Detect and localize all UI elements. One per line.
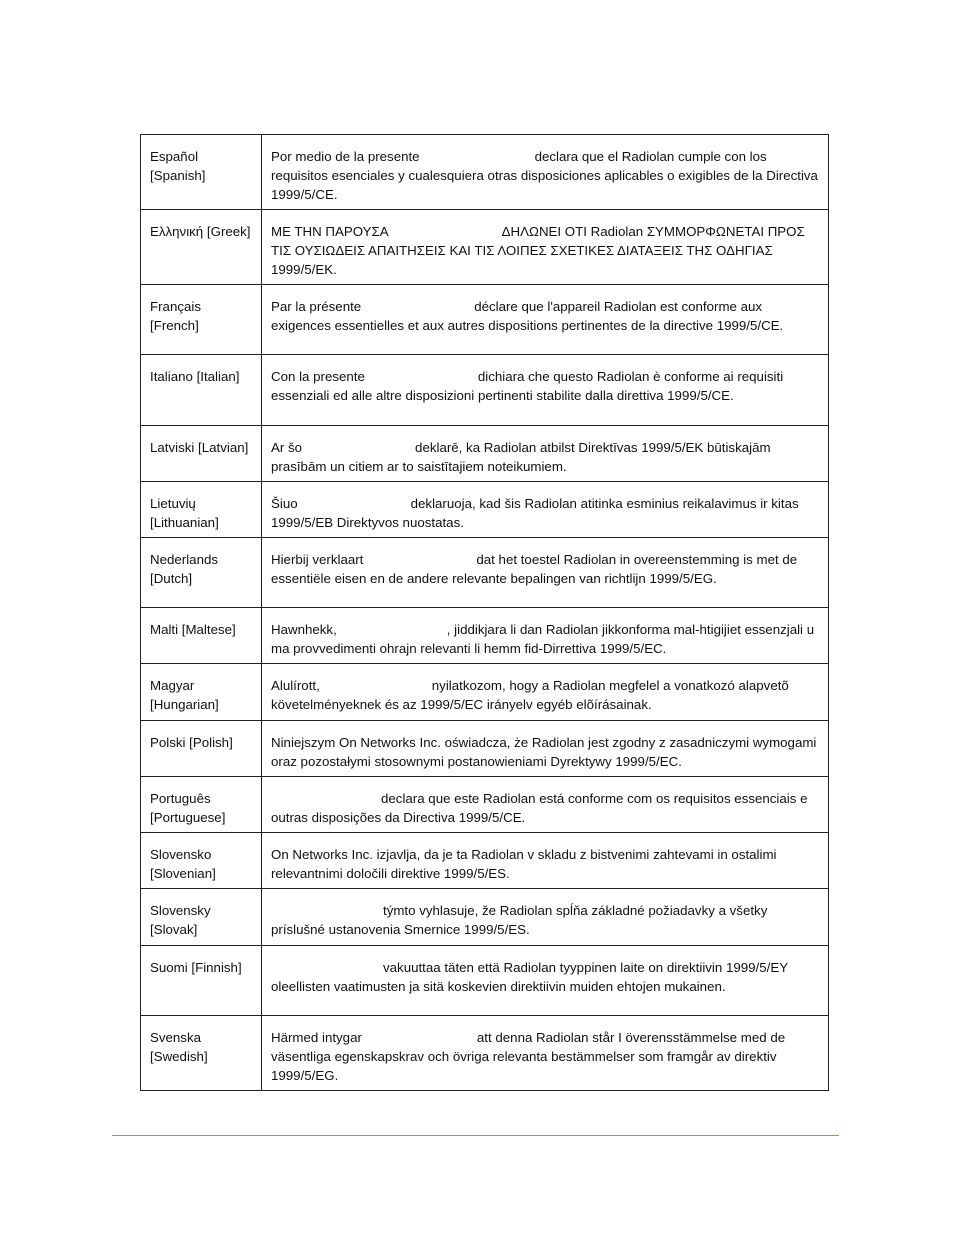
language-cell: [141, 946, 262, 1016]
language-cell: [141, 285, 262, 355]
declaration-cell: [262, 285, 829, 355]
language-cell: [141, 777, 262, 833]
declaration-cell: [262, 210, 829, 285]
language-label: Français [French]: [150, 299, 201, 333]
declaration-cell: [262, 1016, 829, 1091]
table-row: [141, 355, 829, 426]
language-cell: [141, 135, 262, 210]
language-label: Magyar [Hungarian]: [150, 678, 219, 712]
language-label: Ελληνική [Greek]: [150, 224, 251, 239]
language-label: Suomi [Finnish]: [150, 960, 242, 975]
declaration-body: deklarē, ka Radiolan atbilst Direktīvas 1999/5/EK būtiskajām prasībām un citiem ar to saistītajiem noteikumiem.: [271, 440, 771, 474]
language-cell: [141, 889, 262, 946]
language-cell: [141, 538, 262, 608]
declaration-cell: [262, 721, 829, 777]
declaration-body: ΔΗΛΩΝΕΙ ΟΤΙ Radiolan ΣΥΜΜΟΡΦΩΝΕΤΑΙ ΠΡΟΣ ΤΙΣ ΟΥΣΙΩΔΕΙΣ ΑΠΑΙΤΗΣΕΙΣ ΚΑΙ ΤΙΣ ΛΟΙΠΕΣ ΣΧΕΤΙΚΕΣ ΔΙΑΤΑΞΕΙΣ ΤΗΣ ΟΔΗΓΙΑΣ 1999/5/ΕΚ.: [271, 224, 805, 277]
language-cell: [141, 482, 262, 538]
language-label: Español [Spanish]: [150, 149, 206, 183]
declaration-body: nyilatkozom, hogy a Radiolan megfelel a vonatkozó alapvetõ követelményeknek és az 1999/5/EC irányelv egyéb elõírásainak.: [271, 678, 789, 712]
declaration-text: [271, 210, 819, 279]
table-row: [141, 285, 829, 355]
table-row: [141, 1016, 829, 1091]
language-label: Lietuvių [Lithuanian]: [150, 496, 219, 530]
declaration-lead: Por medio de la presente: [271, 149, 420, 164]
declaration-body: dichiara che questo Radiolan è conforme ai requisiti essenziali ed alle altre disposizioni pertinenti stabilite dalla direttiva 1999/5/CE.: [271, 369, 784, 403]
language-label: Latviski [Latvian]: [150, 440, 249, 455]
declaration-body: týmto vyhlasuje, že Radiolan spĺňa základné požiadavky a všetky príslušné ustanovenia Smernice 1999/5/ES.: [271, 903, 768, 937]
table-row: [141, 721, 829, 777]
declaration-body: , jiddikjara li dan Radiolan jikkonforma mal-htigijiet essenzjali u ma provvedimenti ohrajn relevanti li hemm fid-Dirrettiva 1999/5/EC.: [271, 622, 815, 656]
declaration-text: [271, 135, 819, 204]
declaration-lead: Hawnhekk,: [271, 622, 337, 637]
declaration-lead: Härmed intygar: [271, 1030, 362, 1045]
declaration-lead: ΜΕ ΤΗΝ ΠΑΡΟΥΣΑ: [271, 224, 389, 239]
language-label: Slovensko [Slovenian]: [150, 847, 216, 881]
language-label: Italiano [Italian]: [150, 369, 240, 384]
language-label: Polski [Polish]: [150, 735, 233, 750]
declaration-text: [271, 777, 819, 827]
declaration-body: declara que este Radiolan está conforme com os requisitos essenciais e outras disposições da Directiva 1999/5/CE.: [271, 791, 808, 825]
table-row: [141, 538, 829, 608]
language-cell: [141, 355, 262, 426]
language-cell: [141, 426, 262, 482]
declaration-lead: Par la présente: [271, 299, 362, 314]
table-row: [141, 777, 829, 833]
table-row: [141, 889, 829, 946]
declaration-text: [271, 664, 819, 714]
declaration-cell: [262, 946, 829, 1016]
footer-divider: [112, 1135, 839, 1136]
declaration-table: [140, 134, 829, 1091]
language-label: Svenska [Swedish]: [150, 1030, 208, 1064]
language-cell: [141, 608, 262, 664]
declaration-body: declara que el Radiolan cumple con los requisitos esenciales y cualesquiera otras disposiciones aplicables o exigibles de la Directiva 1999/5/CE.: [271, 149, 818, 202]
declaration-lead: Ar šo: [271, 440, 303, 455]
language-label: Nederlands [Dutch]: [150, 552, 219, 586]
table-row: [141, 482, 829, 538]
table-row: [141, 210, 829, 285]
declaration-cell: [262, 482, 829, 538]
declaration-cell: [262, 426, 829, 482]
declaration-text: [271, 889, 819, 939]
language-cell: [141, 833, 262, 889]
declaration-body: dat het toestel Radiolan in overeenstemming is met de essentiële eisen en de andere relevante bepalingen van richtlijn 1999/5/EG.: [271, 552, 798, 586]
table-row: [141, 135, 829, 210]
declaration-lead: Šiuo: [271, 496, 298, 511]
declaration-text: [271, 608, 819, 658]
declaration-text: [271, 482, 819, 532]
declaration-text: [271, 426, 819, 476]
declaration-body: deklaruoja, kad šis Radiolan atitinka esminius reikalavimus ir kitas 1999/5/EB Direktyvos nuostatas.: [271, 496, 799, 530]
declaration-text: [271, 833, 819, 883]
declaration-text: [271, 355, 819, 405]
declaration-lead: Hierbij verklaart: [271, 552, 364, 567]
language-cell: [141, 721, 262, 777]
language-cell: [141, 210, 262, 285]
language-label: Slovensky [Slovak]: [150, 903, 211, 937]
declaration-cell: [262, 135, 829, 210]
declaration-text: [271, 538, 819, 588]
language-label: Malti [Maltese]: [150, 622, 236, 637]
table-row: [141, 946, 829, 1016]
declaration-body: déclare que l'appareil Radiolan est conforme aux exigences essentielles et aux autres dispositions pertinentes de la directive 1999/5/CE.: [271, 299, 784, 333]
declaration-text: [271, 1016, 819, 1085]
language-cell: [141, 664, 262, 721]
table-row: [141, 664, 829, 721]
declaration-body: vakuuttaa täten että Radiolan tyyppinen laite on direktiivin 1999/5/EY oleellisten vaatimusten ja sitä koskevien direktiivin muiden ehtojen mukainen.: [271, 960, 788, 994]
declaration-lead: Alulírott,: [271, 678, 320, 693]
declaration-cell: [262, 664, 829, 721]
declaration-cell: [262, 538, 829, 608]
declaration-body: att denna Radiolan står I överensstämmelse med de väsentliga egenskapskrav och övriga relevanta bestämmelser som framgår av direktiv 1999/5/EG.: [271, 1030, 786, 1083]
table-row: [141, 426, 829, 482]
declaration-body: On Networks Inc. izjavlja, da je ta Radiolan v skladu z bistvenimi zahtevami in ostalimi relevantnimi določili direktive 1999/5/ES.: [271, 847, 777, 881]
declaration-text: [271, 946, 819, 996]
language-cell: [141, 1016, 262, 1091]
declaration-text: [271, 285, 819, 335]
declaration-lead: Con la presente: [271, 369, 365, 384]
declaration-cell: [262, 833, 829, 889]
declaration-cell: [262, 777, 829, 833]
declaration-cell: [262, 608, 829, 664]
declaration-text: [271, 721, 819, 771]
table-row: [141, 833, 829, 889]
declaration-cell: [262, 889, 829, 946]
table-row: [141, 608, 829, 664]
language-label: Português [Portuguese]: [150, 791, 226, 825]
declaration-cell: [262, 355, 829, 426]
declaration-body: Niniejszym On Networks Inc. oświadcza, że Radiolan jest zgodny z zasadniczymi wymogami oraz pozostałymi stosownymi postanowieniami Dyrektywy 1999/5/EC.: [271, 735, 817, 769]
